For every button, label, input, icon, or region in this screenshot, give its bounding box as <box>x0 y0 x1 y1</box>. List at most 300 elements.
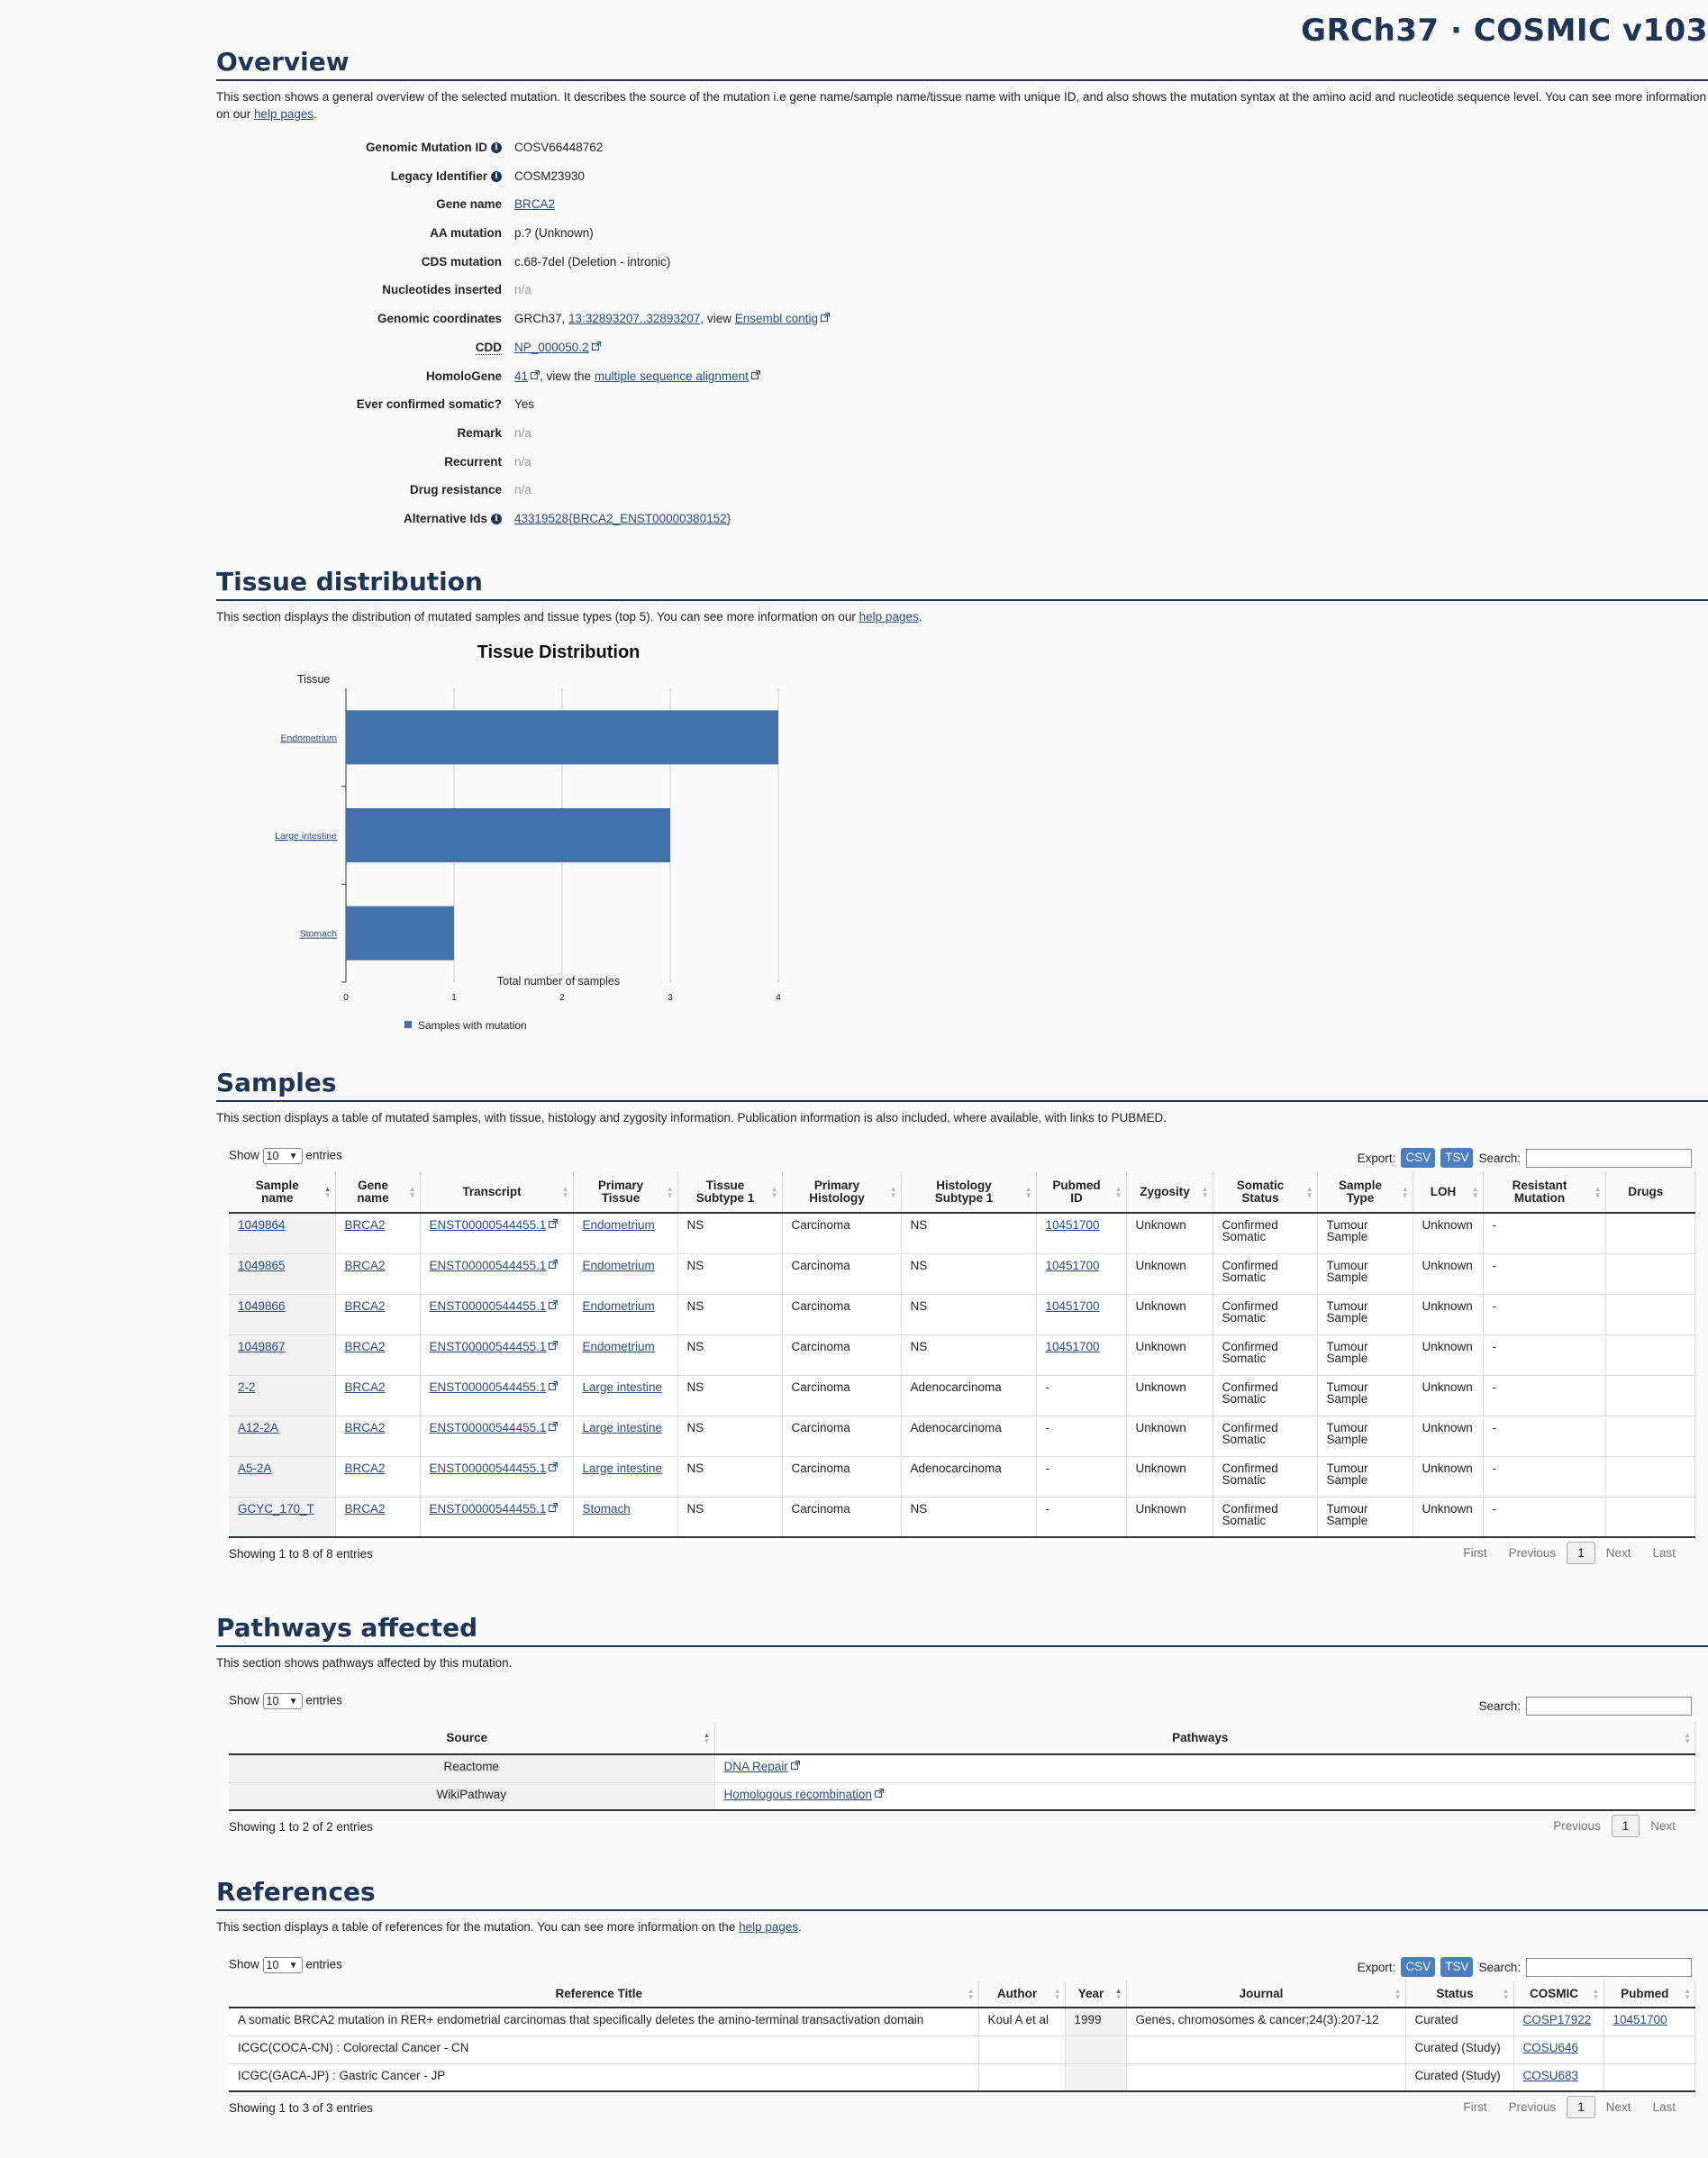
external-link-icon <box>549 1300 558 1309</box>
sample-cell: - <box>1483 1497 1605 1537</box>
pager-next-button[interactable]: Next <box>1650 1819 1676 1833</box>
samples-description: This section displays a table of mutated samples, with tissue, histology and zygosity information. Publication information is also included, where available, with links to PUBMED. <box>216 1111 1167 1125</box>
sample-cell <box>420 1456 573 1497</box>
sample-cell <box>229 1497 335 1537</box>
sample-cell: - <box>1483 1416 1605 1456</box>
references-table <box>229 1980 1695 2092</box>
chevron-down-icon: ▼ <box>288 1697 298 1707</box>
cell-link[interactable]: 10451700 <box>1613 2013 1667 2026</box>
cell-link[interactable]: BRCA2 <box>344 1258 386 1272</box>
sample-cell: Confirmed Somatic <box>1213 1497 1317 1537</box>
cell-link[interactable]: 1049867 <box>238 1339 286 1353</box>
sort-icon: ▲ ▼ <box>1024 1184 1032 1199</box>
sample-cell <box>1605 1334 1695 1375</box>
column-header-year[interactable]: Year ▲ ▼ <box>1065 1980 1126 2008</box>
source-cell: WikiPathway <box>229 1782 714 1810</box>
sample-cell: NS <box>677 1334 782 1375</box>
alternative-ids-row <box>216 512 1708 541</box>
entries-label: entries <box>305 1148 342 1162</box>
pager-previous-button[interactable]: Previous <box>1508 1546 1557 1560</box>
pager-previous-button[interactable]: Previous <box>1553 1819 1601 1833</box>
sample-cell: Unknown <box>1126 1334 1213 1375</box>
cell-link[interactable]: BRCA2 <box>344 1461 386 1475</box>
page-size-select[interactable]: 10 ▼ <box>263 1957 303 1973</box>
sort-icon: ▲ ▼ <box>1594 1184 1602 1199</box>
cell-link[interactable]: COSP17922 <box>1522 2013 1592 2026</box>
chart-bar-endometrium[interactable] <box>346 710 778 764</box>
external-link-icon <box>549 1219 558 1228</box>
reference-cell <box>1513 2008 1604 2035</box>
external-link-icon <box>791 1761 800 1770</box>
sample-cell: Tumour Sample <box>1317 1213 1413 1253</box>
references-search-input[interactable] <box>1526 1958 1692 1977</box>
aa-mutation-value: p.? (Unknown) <box>514 226 594 241</box>
samples-heading: Samples <box>216 1068 1708 1102</box>
genomic-mutation-id-row <box>216 141 1708 169</box>
column-header-primary-histology[interactable]: Primary Histology ▲ ▼ <box>782 1171 901 1213</box>
cell-link[interactable]: 10451700 <box>1045 1339 1100 1353</box>
sample-cell: Adenocarcinoma <box>901 1456 1036 1497</box>
sample-cell: NS <box>677 1213 782 1253</box>
chart-x-tick-label: 4 <box>776 993 781 1003</box>
sample-cell: - <box>1483 1375 1605 1416</box>
sample-cell: - <box>1483 1334 1605 1375</box>
sample-cell: Confirmed Somatic <box>1213 1375 1317 1416</box>
aa-mutation-label: AA mutation <box>430 226 502 241</box>
chart-category-label[interactable]: Large intestine <box>275 831 337 842</box>
sample-cell: Carcinoma <box>782 1213 901 1253</box>
remark-label: Remark <box>457 425 502 440</box>
sample-cell: NS <box>901 1213 1036 1253</box>
sample-cell: NS <box>901 1334 1036 1375</box>
sort-icon: ▲ ▼ <box>1053 1986 1061 2001</box>
sample-cell: - <box>1036 1416 1126 1456</box>
table-row <box>229 2008 1695 2035</box>
sort-icon: ▲ ▼ <box>1401 1184 1409 1199</box>
reference-cell: Koul A et al <box>978 2008 1065 2035</box>
column-header-cosmic[interactable]: COSMIC ▲ ▼ <box>1513 1980 1604 2008</box>
overview-fields <box>216 141 1708 541</box>
cell-link[interactable]: BRCA2 <box>344 1298 386 1313</box>
column-header-transcript[interactable]: Transcript ▲ ▼ <box>420 1171 573 1213</box>
chart-x-tick-label: 0 <box>343 993 349 1003</box>
genomic-coordinates-assembly: GRCh37, <box>514 312 566 326</box>
sample-cell <box>335 1253 420 1294</box>
references-show-entries <box>229 1957 342 1973</box>
references-help-link[interactable]: help pages <box>739 1920 799 1934</box>
chevron-down-icon: ▼ <box>288 1152 298 1161</box>
column-header-reference-title[interactable]: Reference Title ▲ ▼ <box>229 1980 978 2008</box>
column-header-status[interactable]: Status ▲ ▼ <box>1405 1980 1513 2008</box>
cell-link[interactable]: 10451700 <box>1045 1258 1100 1272</box>
homologene-row <box>216 369 1708 398</box>
cdd-label: CDD <box>475 340 502 354</box>
sample-cell: NS <box>901 1253 1036 1294</box>
ever-confirmed-row <box>216 397 1708 426</box>
genomic-mutation-id-label: Genomic Mutation ID i <box>216 141 514 154</box>
alternative-ids-link[interactable]: 43319528{BRCA2_ENST00000380152} <box>514 511 731 525</box>
cell-link[interactable]: BRCA2 <box>344 1379 386 1394</box>
sample-cell: - <box>1036 1497 1126 1537</box>
external-link-icon <box>821 313 830 322</box>
sample-cell <box>335 1497 420 1537</box>
pathways-footer <box>229 1811 1708 1842</box>
cell-link[interactable]: A5-2A <box>238 1461 272 1475</box>
pager-page-button[interactable]: 1 <box>1567 1542 1595 1564</box>
gene-name-label: Gene name <box>436 197 502 212</box>
cell-link[interactable]: 10451700 <box>1045 1298 1100 1313</box>
sample-cell: Confirmed Somatic <box>1213 1294 1317 1334</box>
pathways-section <box>216 1613 1708 1842</box>
pager-next-button[interactable]: Next <box>1605 1546 1631 1560</box>
pager-next-button[interactable]: Next <box>1605 2100 1631 2114</box>
pager-last-button[interactable]: Last <box>1652 2100 1676 2114</box>
table-row <box>229 1754 1695 1782</box>
external-link-icon <box>549 1422 558 1431</box>
sort-icon: ▲ ▼ <box>1592 1986 1600 2001</box>
tissue-help-link[interactable]: help pages <box>859 610 919 624</box>
cds-mutation-label: CDS mutation <box>421 254 502 269</box>
legacy-identifier-row <box>216 169 1708 198</box>
sample-cell <box>229 1375 335 1416</box>
column-header-histology-subtype-1[interactable]: Histology Subtype 1 ▲ ▼ <box>901 1171 1036 1213</box>
cell-link[interactable]: ENST00000544455.1 <box>429 1379 547 1394</box>
sample-cell: Unknown <box>1126 1456 1213 1497</box>
ensembl-contig-link[interactable]: Ensembl contig <box>734 312 819 326</box>
reference-cell: 1999 <box>1065 2008 1126 2035</box>
external-link-icon <box>549 1341 558 1350</box>
homologene-view-text: , view the <box>540 369 592 383</box>
sample-cell: - <box>1483 1213 1605 1253</box>
references-heading: References <box>216 1877 1708 1911</box>
reference-cell: ICGC(COCA-CN) : Colorectal Cancer - CN <box>229 2035 978 2063</box>
reference-cell <box>1604 2035 1695 2063</box>
samples-search-input[interactable] <box>1526 1149 1692 1168</box>
external-link-icon <box>549 1503 558 1512</box>
cell-link[interactable]: BRCA2 <box>344 1218 386 1232</box>
sample-cell <box>1036 1253 1126 1294</box>
pathways-search-input[interactable] <box>1526 1697 1692 1716</box>
references-description: This section displays a table of references for the mutation. You can see more information on the help pages. <box>216 1920 802 1934</box>
sample-cell <box>573 1375 677 1416</box>
pathways-heading: Pathways affected <box>216 1613 1708 1647</box>
export-tsv-button[interactable]: TSV <box>1440 1148 1473 1168</box>
cell-link[interactable]: ENST00000544455.1 <box>429 1501 547 1516</box>
column-header-pubmed[interactable]: Pubmed ▲ ▼ <box>1604 1980 1695 2008</box>
export-label: Export: <box>1357 1151 1396 1165</box>
references-info: Showing 1 to 3 of 3 entries <box>229 2101 373 2115</box>
references-pagination <box>1452 2096 1686 2118</box>
table-row <box>229 2035 1695 2063</box>
search-label: Search: <box>1478 1699 1521 1713</box>
drug-resistance-label: Drug resistance <box>409 483 502 497</box>
homologene-label: HomoloGene <box>425 369 502 383</box>
sample-cell: Tumour Sample <box>1317 1416 1413 1456</box>
sample-cell: Carcinoma <box>782 1456 901 1497</box>
pathway-link[interactable]: DNA Repair <box>723 1760 788 1773</box>
pager-last-button[interactable]: Last <box>1652 1546 1676 1560</box>
sample-cell <box>420 1294 573 1334</box>
reference-cell <box>1065 2063 1126 2091</box>
sample-cell: Adenocarcinoma <box>901 1375 1036 1416</box>
sample-cell <box>420 1416 573 1456</box>
cell-link[interactable]: BRCA2 <box>344 1501 386 1516</box>
column-header-drugs[interactable]: Drugs <box>1605 1171 1695 1213</box>
export-csv-button[interactable]: CSV <box>1401 1957 1435 1977</box>
sample-cell: Tumour Sample <box>1317 1253 1413 1294</box>
cdd-link[interactable]: NP_000050.2 <box>514 340 589 354</box>
pathways-show-entries <box>229 1693 342 1709</box>
multiple-sequence-alignment-link[interactable]: multiple sequence alignment <box>594 369 749 383</box>
sort-icon: ▲ ▼ <box>770 1184 778 1199</box>
column-header-primary-tissue[interactable]: Primary Tissue ▲ ▼ <box>573 1171 677 1213</box>
pager-page-button[interactable]: 1 <box>1612 1815 1640 1837</box>
cell-link[interactable]: GCYC_170_T <box>238 1501 314 1516</box>
recurrent-label: Recurrent <box>444 454 502 469</box>
remark-value: n/a <box>514 425 531 440</box>
page-size-select[interactable]: 10 ▼ <box>263 1148 303 1164</box>
page-size-select[interactable]: 10 ▼ <box>263 1693 303 1709</box>
legacy-identifier-value: COSM23930 <box>514 168 586 183</box>
column-header-somatic-status[interactable]: Somatic Status ▲ ▼ <box>1213 1171 1317 1213</box>
sample-cell <box>420 1253 573 1294</box>
legend-swatch <box>404 1021 412 1028</box>
overview-heading: Overview <box>216 47 1708 81</box>
sample-cell <box>229 1294 335 1334</box>
pathways-table <box>229 1722 1695 1811</box>
sample-cell <box>1605 1416 1695 1456</box>
tissue-distribution-chart <box>270 631 919 1045</box>
cell-link[interactable]: 2-2 <box>238 1379 256 1394</box>
pager-first-button[interactable]: First <box>1463 1546 1487 1560</box>
cell-link[interactable]: 1049864 <box>238 1218 286 1232</box>
sample-cell <box>573 1334 677 1375</box>
sample-cell <box>1605 1497 1695 1537</box>
sample-cell <box>1605 1375 1695 1416</box>
sample-cell: Confirmed Somatic <box>1213 1213 1317 1253</box>
sample-cell <box>1605 1456 1695 1497</box>
export-tsv-button[interactable]: TSV <box>1440 1957 1473 1977</box>
cell-link[interactable]: 10451700 <box>1045 1218 1100 1232</box>
sample-cell <box>229 1456 335 1497</box>
sample-cell: Unknown <box>1126 1294 1213 1334</box>
sample-cell: Confirmed Somatic <box>1213 1416 1317 1456</box>
cell-link[interactable]: Endometrium <box>582 1258 655 1272</box>
tissue-description-text: This section displays the distribution of mutated samples and tissue types (top 5). You can see more information on our <box>216 610 856 624</box>
pathways-info: Showing 1 to 2 of 2 entries <box>229 1820 373 1834</box>
column-header-journal[interactable]: Journal ▲ ▼ <box>1126 1980 1405 2008</box>
pathways-pagination <box>1542 1815 1686 1837</box>
table-row <box>229 1782 1695 1810</box>
tissue-description: This section displays the distribution of mutated samples and tissue types (top 5). You can see more information on our help pages. <box>216 610 922 624</box>
export-csv-button[interactable]: CSV <box>1401 1148 1435 1168</box>
column-header-source[interactable]: Source ▲ ▼ <box>229 1722 714 1754</box>
chart-x-axis-label: Total number of samples <box>496 975 621 988</box>
cell-link[interactable]: A12-2A <box>238 1420 279 1434</box>
cell-link[interactable]: ENST00000544455.1 <box>429 1258 547 1272</box>
column-header-pubmed-id[interactable]: Pubmed ID ▲ ▼ <box>1036 1171 1126 1213</box>
info-icon[interactable]: i <box>491 514 502 524</box>
sort-icon: ▲ ▼ <box>889 1184 897 1199</box>
sort-icon: ▲ ▼ <box>967 1986 975 2001</box>
sample-cell <box>229 1213 335 1253</box>
ever-confirmed-value: Yes <box>514 397 535 412</box>
sample-cell: Carcinoma <box>782 1416 901 1456</box>
cell-link[interactable]: ENST00000544455.1 <box>429 1298 547 1313</box>
info-icon[interactable]: i <box>491 142 502 153</box>
table-row <box>229 1375 1695 1416</box>
sort-icon: ▲ ▼ <box>1305 1184 1313 1199</box>
external-link-icon <box>549 1260 558 1269</box>
recurrent-value: n/a <box>514 454 531 469</box>
column-header-resistant-mutation[interactable]: Resistant Mutation ▲ ▼ <box>1483 1171 1605 1213</box>
chart-x-tick-label: 3 <box>668 993 673 1003</box>
references-description-text: This section displays a table of references for the mutation. You can see more information on the <box>216 1920 736 1934</box>
reference-cell <box>1126 2063 1405 2091</box>
cell-link[interactable]: 1049865 <box>238 1258 286 1272</box>
reference-cell <box>978 2063 1065 2091</box>
pathway-link[interactable]: Homologous recombination <box>723 1787 872 1801</box>
sort-icon: ▲ ▼ <box>1471 1184 1479 1199</box>
pager-previous-button[interactable]: Previous <box>1508 2100 1557 2114</box>
aa-mutation-row <box>216 226 1708 255</box>
sample-cell: Unknown <box>1413 1375 1483 1416</box>
sort-icon: ▲ ▼ <box>408 1184 416 1199</box>
cell-link[interactable]: Large intestine <box>582 1379 663 1394</box>
column-header-sample-type[interactable]: Sample Type ▲ ▼ <box>1317 1171 1413 1213</box>
tissue-heading: Tissue distribution <box>216 567 1708 601</box>
recurrent-row <box>216 455 1708 484</box>
table-row <box>229 1497 1695 1537</box>
genomic-mutation-id-value: COSV66448762 <box>514 141 604 154</box>
reference-cell: Curated <box>1405 2008 1513 2035</box>
sort-icon: ▲ ▼ <box>1502 1986 1510 2001</box>
cds-mutation-value: c.68-7del (Deletion - intronic) <box>514 254 671 269</box>
column-header-pathways[interactable]: Pathways ▲ ▼ <box>714 1722 1695 1754</box>
reference-cell: Curated (Study) <box>1405 2035 1513 2063</box>
sample-cell <box>420 1497 573 1537</box>
cell-link[interactable]: Endometrium <box>582 1298 655 1313</box>
sample-cell: Unknown <box>1413 1294 1483 1334</box>
gene-name-link[interactable]: BRCA2 <box>514 197 556 212</box>
cell-link[interactable]: Large intestine <box>582 1420 663 1434</box>
sample-cell <box>229 1334 335 1375</box>
sample-cell <box>335 1334 420 1375</box>
sample-cell <box>420 1375 573 1416</box>
sample-cell: Unknown <box>1413 1497 1483 1537</box>
sample-cell: NS <box>677 1497 782 1537</box>
cell-link[interactable]: BRCA2 <box>344 1339 386 1353</box>
pathways-search <box>1478 1697 1692 1716</box>
sort-icon: ▲ ▼ <box>323 1184 332 1199</box>
column-header-gene-name[interactable]: Gene name ▲ ▼ <box>335 1171 420 1213</box>
cell-link[interactable]: Large intestine <box>582 1461 663 1475</box>
references-export-search <box>1358 1957 1692 1977</box>
cell-link[interactable]: Stomach <box>582 1501 631 1516</box>
cdd-row <box>216 341 1708 369</box>
sample-cell <box>229 1253 335 1294</box>
column-header-tissue-subtype-1[interactable]: Tissue Subtype 1 ▲ ▼ <box>677 1171 782 1213</box>
sample-cell: Carcinoma <box>782 1334 901 1375</box>
sample-cell <box>1036 1334 1126 1375</box>
cell-link[interactable]: Endometrium <box>582 1339 655 1353</box>
pathways-description: This section shows pathways affected by this mutation. <box>216 1656 513 1670</box>
column-header-sample-name[interactable]: Sample name ▲ ▼ <box>229 1171 335 1213</box>
pathway-cell <box>714 1754 1695 1782</box>
homologene-link[interactable]: 41 <box>514 369 529 383</box>
sample-cell: NS <box>901 1294 1036 1334</box>
entries-label: entries <box>305 1693 342 1707</box>
cell-link[interactable]: ENST00000544455.1 <box>429 1420 547 1434</box>
samples-footer <box>229 1538 1708 1569</box>
legacy-identifier-label: Legacy Identifier i <box>216 169 514 183</box>
search-label: Search: <box>1478 1151 1521 1165</box>
cell-link[interactable]: 1049866 <box>238 1298 286 1313</box>
info-icon[interactable]: i <box>491 171 502 182</box>
column-header-zygosity[interactable]: Zygosity ▲ ▼ <box>1126 1171 1213 1213</box>
chart-title: Tissue Distribution <box>477 642 640 662</box>
reference-cell <box>1513 2063 1604 2091</box>
reference-cell <box>978 2035 1065 2063</box>
drug-resistance-row <box>216 483 1708 512</box>
chart-bar-stomach[interactable] <box>346 906 454 961</box>
pager-page-button[interactable]: 1 <box>1567 2096 1595 2118</box>
pathways-controls <box>216 1684 1708 1716</box>
cell-link[interactable]: COSU646 <box>1522 2040 1579 2054</box>
chart-category-label[interactable]: Endometrium <box>280 733 337 744</box>
sample-cell: Unknown <box>1413 1253 1483 1294</box>
chart-bar-large-intestine[interactable] <box>346 808 670 862</box>
external-link-icon <box>592 341 601 351</box>
external-link-icon <box>531 370 540 379</box>
overview-help-link[interactable]: help pages <box>254 107 314 121</box>
sample-cell: NS <box>901 1497 1036 1537</box>
cell-link[interactable]: ENST00000544455.1 <box>429 1339 547 1353</box>
sample-cell: - <box>1483 1294 1605 1334</box>
sample-cell <box>335 1213 420 1253</box>
sort-icon: ▲ ▼ <box>666 1184 674 1199</box>
external-link-icon <box>751 370 760 379</box>
sample-cell <box>573 1456 677 1497</box>
cell-link[interactable]: Endometrium <box>582 1218 655 1232</box>
chart-category-label[interactable]: Stomach <box>299 928 337 940</box>
cell-link[interactable]: ENST00000544455.1 <box>429 1218 547 1232</box>
pager-first-button[interactable]: First <box>1463 2100 1487 2114</box>
cell-link[interactable]: COSU683 <box>1522 2068 1579 2082</box>
sort-icon: ▲ ▼ <box>703 1730 711 1745</box>
sample-cell <box>1036 1213 1126 1253</box>
sample-cell: NS <box>677 1375 782 1416</box>
table-row <box>229 1456 1695 1497</box>
sample-cell: Tumour Sample <box>1317 1497 1413 1537</box>
reference-cell <box>1604 2063 1695 2091</box>
column-header-loh[interactable]: LOH ▲ ▼ <box>1413 1171 1483 1213</box>
cell-link[interactable]: ENST00000544455.1 <box>429 1461 547 1475</box>
entries-label: entries <box>305 1957 342 1971</box>
sample-cell: NS <box>677 1456 782 1497</box>
sample-cell: Tumour Sample <box>1317 1456 1413 1497</box>
reference-cell <box>1513 2035 1604 2063</box>
sample-cell: Confirmed Somatic <box>1213 1456 1317 1497</box>
sample-cell: NS <box>677 1294 782 1334</box>
legend-label: Samples with mutation <box>418 1019 527 1032</box>
samples-info: Showing 1 to 8 of 8 entries <box>229 1547 373 1561</box>
pathway-cell <box>714 1782 1695 1810</box>
genomic-coordinates-link[interactable]: 13:32893207..32893207 <box>568 312 701 326</box>
sample-cell: - <box>1036 1456 1126 1497</box>
cell-link[interactable]: BRCA2 <box>344 1420 386 1434</box>
column-header-author[interactable]: Author ▲ ▼ <box>978 1980 1065 2008</box>
